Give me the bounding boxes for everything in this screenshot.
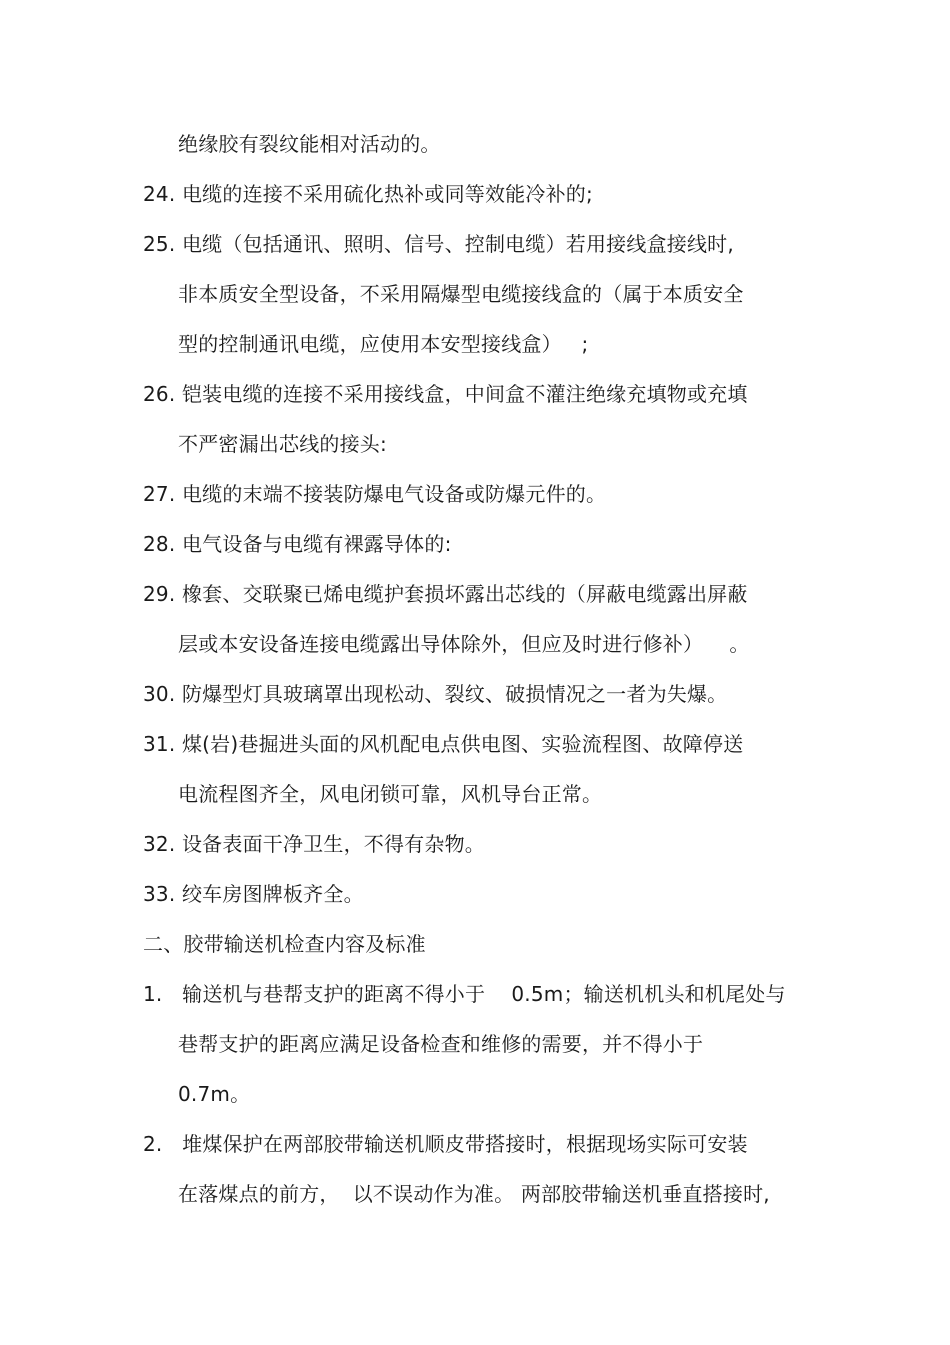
section-item-2-continued: 在落煤点的前方， 以不误动作为准。 两部胶带输送机垂直搭接时, (178, 1182, 770, 1206)
section-item-2: 2. 堆煤保护在两部胶带输送机顺皮带搭接时，根据现场实际可安装 (143, 1132, 748, 1156)
item-30: 30. 防爆型灯具玻璃罩出现松动、裂纹、破损情况之一者为失爆。 (143, 682, 728, 706)
item-28: 28. 电气设备与电缆有裸露导体的: (143, 532, 452, 556)
section-heading: 二、胶带输送机检查内容及标准 (143, 932, 426, 956)
section-item-1-continued-2: 0.7m。 (178, 1082, 251, 1106)
item-32: 32. 设备表面干净卫生，不得有杂物。 (143, 832, 485, 856)
item-26: 26. 铠装电缆的连接不采用接线盒，中间盒不灌注绝缘充填物或充填 (143, 382, 748, 406)
item-31-continued: 电流程图齐全，风电闭锁可靠，风机导台正常。 (178, 782, 603, 806)
item-33: 33. 绞车房图牌板齐全。 (143, 882, 364, 906)
section-item-1: 1. 输送机与巷帮支护的距离不得小于 0.5m；输送机机头和机尾处与 (143, 982, 786, 1006)
item-29-continued: 层或本安设备连接电缆露出导体除外，但应及时进行修补） 。 (178, 632, 750, 656)
item-26-continued: 不严密漏出芯线的接头: (178, 432, 387, 456)
section-item-1-continued-1: 巷帮支护的距离应满足设备检查和维修的需要，并不得小于 (178, 1032, 704, 1056)
item-29: 29. 橡套、交联聚已烯电缆护套损坏露出芯线的（屏蔽电缆露出屏蔽 (143, 582, 748, 606)
item-25-continued-1: 非本质安全型设备，不采用隔爆型电缆接线盒的（属于本质安全 (178, 282, 744, 306)
text-line-1: 绝缘胶有裂纹能相对活动的。 (178, 132, 441, 156)
item-25-continued-2: 型的控制通讯电缆，应使用本安型接线盒） ; (178, 332, 589, 356)
item-24: 24. 电缆的连接不采用硫化热补或同等效能冷补的; (143, 182, 593, 206)
item-31: 31. 煤(岩)巷掘进头面的风机配电点供电图、实验流程图、故障停送 (143, 732, 744, 756)
item-27: 27. 电缆的末端不接装防爆电气设备或防爆元件的。 (143, 482, 607, 506)
item-25: 25. 电缆（包括通讯、照明、信号、控制电缆）若用接线盒接线时, (143, 232, 734, 256)
